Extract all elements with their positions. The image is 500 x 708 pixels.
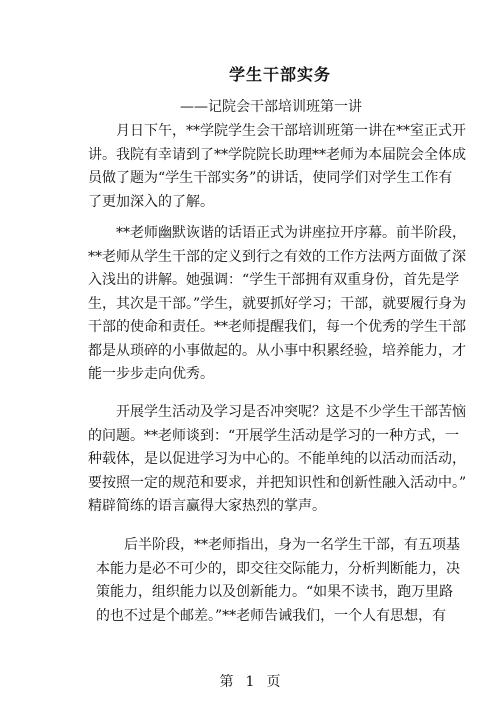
document-title: 学生干部实务 — [228, 65, 331, 84]
text-line: 讲。我院有幸请到了**学院院长助理**老师为本届院会全体成 — [88, 146, 466, 163]
text-line: 开展学生活动及学习是否冲突呢？这是不少学生干部苦恼 — [116, 404, 466, 420]
paragraph-2 — [88, 222, 467, 387]
footer-prefix: 第 — [219, 674, 234, 690]
paragraph-4 — [96, 534, 460, 628]
page-footer — [0, 671, 500, 691]
text-line: 的也不过是个邮差。”**老师告诫我们，一个人有思想，有 — [96, 607, 447, 624]
text-line: 入浅出的讲解。她强调：“学生干部拥有双重身份，首先是学 — [88, 272, 460, 288]
paragraph-1 — [88, 120, 466, 214]
text-line: 能一步步走向优秀。 — [88, 366, 214, 382]
text-line: 月日下午，**学院学生会干部培训班第一讲在**室正式开 — [116, 123, 466, 139]
document-subtitle: ——记院会干部培训班第一讲 — [180, 99, 362, 115]
text-line: 员做了题为“学生干部实务”的讲话，使同学们对学生工作有 — [88, 170, 453, 186]
text-line: 后半阶段，**老师指出，身为一名学生干部，有五项基 — [124, 537, 460, 553]
page-number: 1 — [245, 674, 255, 690]
text-line: 了更加深入的了解。 — [88, 193, 214, 210]
text-line: 本能力是必不可少的，即交往交际能力，分析判断能力，决 — [96, 560, 460, 577]
text-line: **老师幽默诙谐的话语正式为讲座拉开序幕。前半阶段， — [116, 225, 466, 241]
text-line: 策能力，组织能力以及创新能力。“如果不读书，跑万里路 — [96, 584, 454, 600]
text-line: 要按照一定的规范和要求，并把知识性和创新性融入活动中。” — [88, 474, 467, 491]
text-line: 精辟简练的语言赢得大家热烈的掌声。 — [88, 498, 326, 514]
text-line: 干部的使命和责任。**老师提醒我们，每一个优秀的学生干部 — [88, 319, 466, 335]
text-line: 生，其次是干部。”学生，就要抓好学习；干部，就要履行身为 — [88, 295, 467, 312]
text-line: 种载体，是以促进学习为中心的。不能单纯的以活动而活动， — [88, 451, 466, 467]
paragraph-3 — [88, 401, 467, 519]
text-line: 都是从琐碎的小事做起的。从小事中积累经验，培养能力，才 — [88, 342, 466, 359]
footer-suffix: 页 — [266, 674, 281, 690]
text-line: **老师从学生干部的定义到行之有效的工作方法两方面做了深 — [88, 248, 466, 265]
text-line: 的问题。**老师谈到：“开展学生活动是学习的一种方式，一 — [88, 427, 460, 444]
